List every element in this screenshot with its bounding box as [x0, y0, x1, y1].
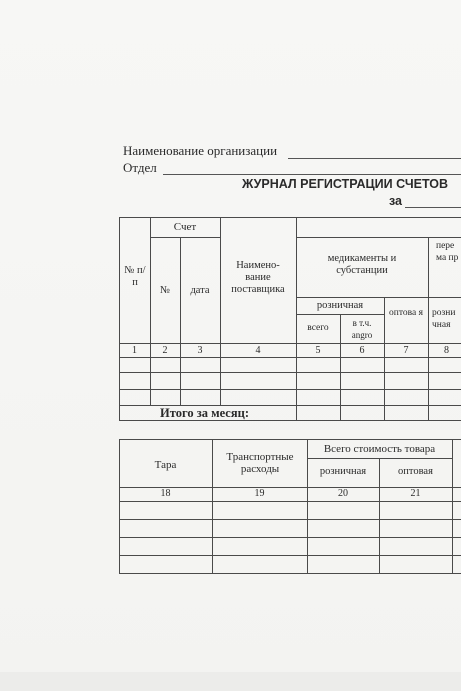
col-header-invoice-date: дата	[190, 285, 210, 296]
col-divider	[180, 237, 181, 406]
subgroup-header-retail: розничная	[316, 300, 364, 311]
group-header-total-cost: Всего стоимость товара	[323, 443, 436, 455]
col-divider	[296, 217, 297, 421]
column-number: 1	[132, 345, 137, 356]
col-divider	[150, 217, 151, 406]
column-number: 6	[359, 345, 365, 356]
row-divider	[119, 357, 461, 358]
col-divider	[384, 297, 385, 421]
group-header-invoice: Счет	[173, 221, 197, 233]
row-divider	[119, 501, 461, 502]
total-for-month-label: Итого за месяц:	[160, 406, 249, 420]
department-label: Отдел	[123, 160, 157, 175]
column-number: 19	[254, 488, 265, 499]
row-divider	[296, 314, 384, 315]
table-border-top	[119, 217, 461, 218]
period-underline	[405, 207, 461, 208]
col-header-retail: розничная	[319, 466, 367, 477]
col-divider	[212, 439, 213, 574]
col-header-total: всего	[307, 323, 329, 333]
row-divider	[119, 389, 461, 390]
col-divider	[220, 217, 221, 406]
row-divider	[119, 372, 461, 373]
row-divider	[119, 343, 461, 344]
column-number: 2	[162, 345, 168, 356]
col-header-supplier: Наимено-вание поставщика	[231, 260, 285, 295]
scan-bottom-edge	[0, 672, 461, 691]
col-header-next-retail-partial: розни чная	[432, 308, 456, 330]
row-divider	[150, 237, 220, 238]
journal-title: ЖУРНАЛ РЕГИСТРАЦИИ СЧЕТОВ	[242, 177, 449, 191]
column-number: 8	[444, 345, 449, 356]
row-divider	[119, 537, 461, 538]
col-header-wholesale: оптова я	[389, 308, 423, 318]
period-label: за	[389, 194, 403, 208]
col-divider	[428, 237, 429, 421]
table-border-top	[119, 439, 461, 440]
row-divider	[296, 237, 461, 238]
column-number: 7	[403, 345, 409, 356]
group-header-next-partial: пере ма пр	[436, 241, 459, 263]
column-number: 4	[255, 345, 261, 356]
column-number: 18	[160, 488, 171, 499]
row-divider	[307, 458, 452, 459]
col-header-wholesale: оптовая	[398, 466, 433, 477]
col-header-incl-angro: в т.ч. angro	[351, 318, 373, 340]
department-underline	[163, 174, 461, 175]
org-name-underline	[288, 158, 461, 159]
col-header-tara: Тара	[154, 459, 177, 471]
column-number: 5	[315, 345, 321, 356]
row-divider	[119, 519, 461, 520]
col-divider	[307, 439, 308, 574]
col-header-row-number: № п/п	[124, 265, 146, 288]
org-name-label: Наименование организации	[123, 143, 278, 158]
col-header-invoice-number: №	[159, 285, 171, 296]
column-number: 20	[338, 488, 348, 499]
column-number: 21	[410, 488, 421, 499]
table-border-left	[119, 217, 120, 421]
group-header-medicines: медикаменты и субстанции	[327, 253, 397, 276]
table-border-bottom	[119, 573, 461, 574]
column-number: 3	[197, 345, 203, 356]
row-divider	[296, 297, 461, 298]
col-divider	[452, 439, 453, 574]
col-header-transport: Транспортные расходы	[226, 451, 294, 475]
row-divider	[119, 555, 461, 556]
